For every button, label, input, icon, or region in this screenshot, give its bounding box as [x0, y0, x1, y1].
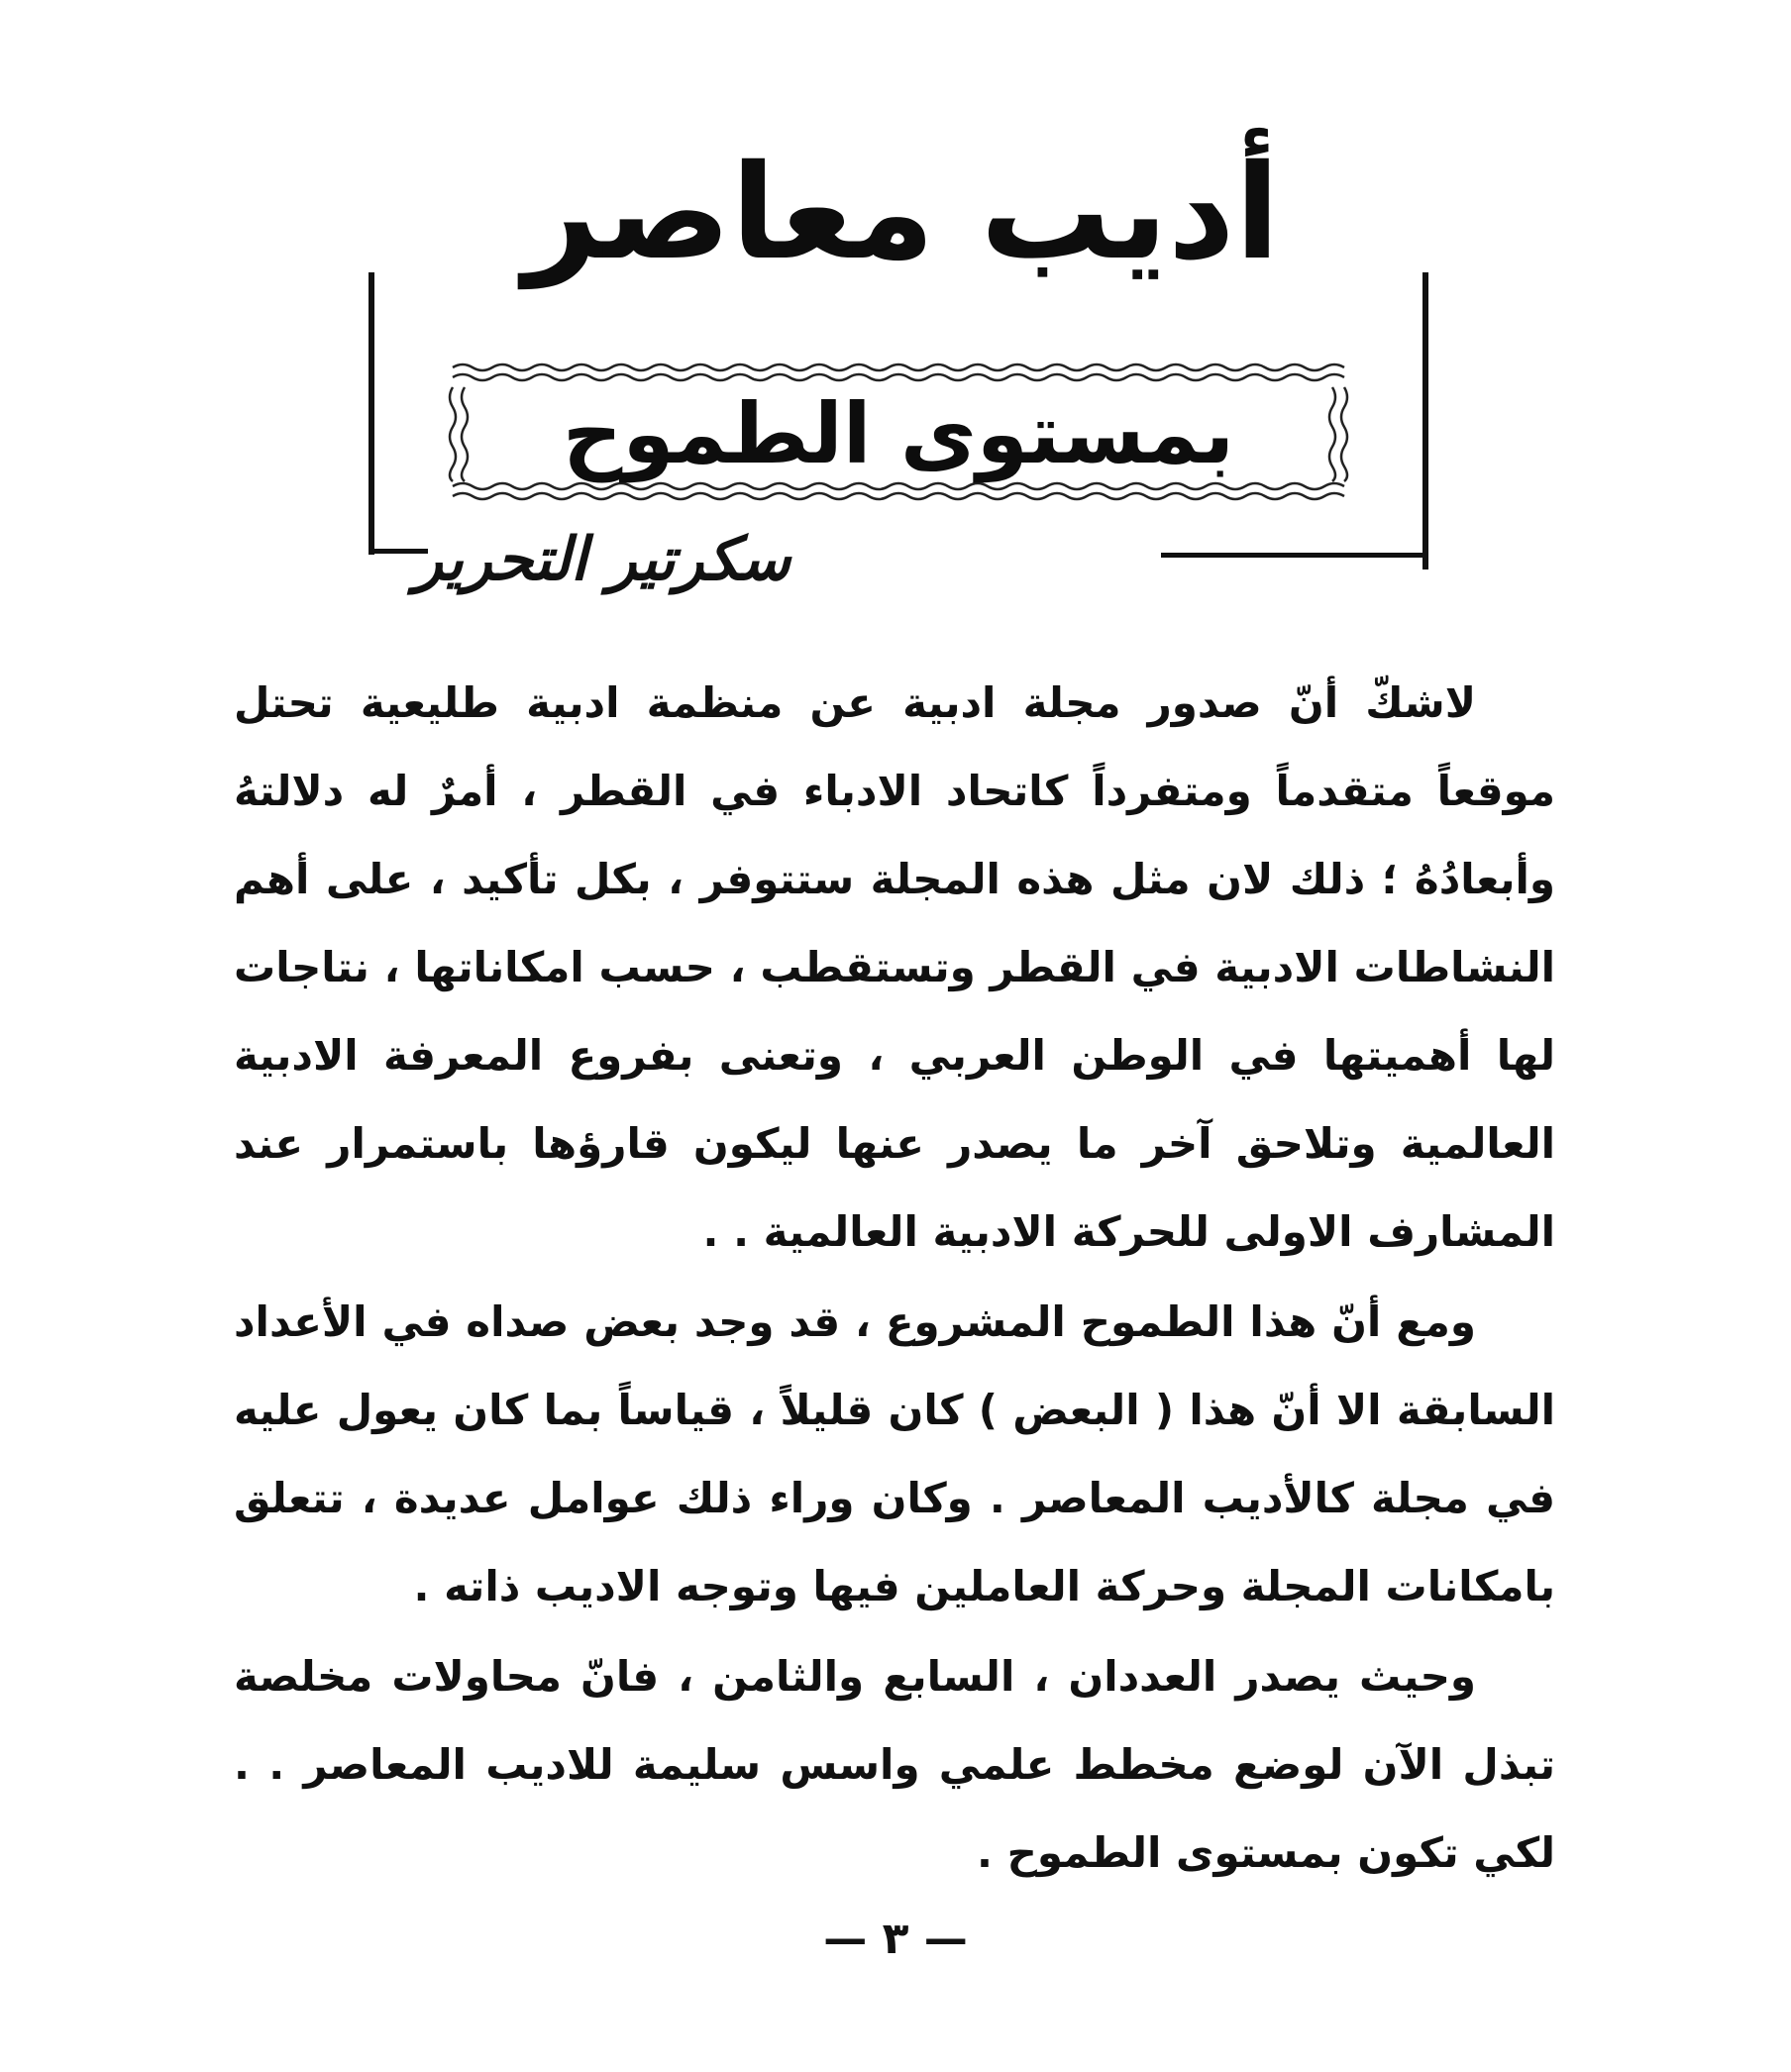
- article-body: [234, 659, 1555, 1897]
- frame-left-rule: [369, 272, 374, 555]
- masthead-title: أديب معاصر: [523, 137, 1280, 289]
- subtitle: بمستوى الطموح: [562, 385, 1235, 482]
- paragraph: لاشكّ أنّ صدور مجلة ادبية عن منظمة ادبية طليعية تحتل موقعاً متقدماً ومتفرداً كاتحاد الادباء في القطر ، أمرٌ له دلالتهُ وأبعادُهُ ؛ ذلك لان مثل هذه المجلة ستتوفر ، بكل تأكيد ، على أهم النشاطات الادبية في القطر وتستقطب ، حسب امكاناتها ، نتاجات لها أهميتها في الوطن العربي ، وتعنى بفروع المعرفة الادبية العالمية وتلاحق آخر ما يصدر عنها ليكون قارؤها باستمرار عند المشارف الاولى للحركة الادبية العالمية . .: [234, 678, 1555, 1256]
- frame-right-rule: [1422, 272, 1428, 570]
- paragraph: وحيث يصدر العددان ، السابع والثامن ، فانّ محاولات مخلصة تبذل الآن لوضع مخطط علمي واسس سليمة للاديب المعاصر . . لكي تكون بمستوى الطموح .: [234, 1652, 1555, 1877]
- paragraph: ومع أنّ هذا الطموح المشروع ، قد وجد بعض صداه في الأعداد السابقة الا أنّ هذا ( البعض ) كان قليلاً ، قياساً بما كان يعول عليه في مجلة كالأديب المعاصر . وكان وراء ذلك عوامل عديدة ، تتعلق بامكانات المجلة وحركة العاملين فيها وتوجه الاديب ذاته .: [234, 1297, 1555, 1610]
- byline: سكرتير التحرير: [413, 525, 790, 594]
- subtitle-band: [443, 358, 1354, 506]
- page-number: — ٣ —: [823, 1914, 968, 1964]
- frame-bottom-right-rule: [1161, 553, 1428, 558]
